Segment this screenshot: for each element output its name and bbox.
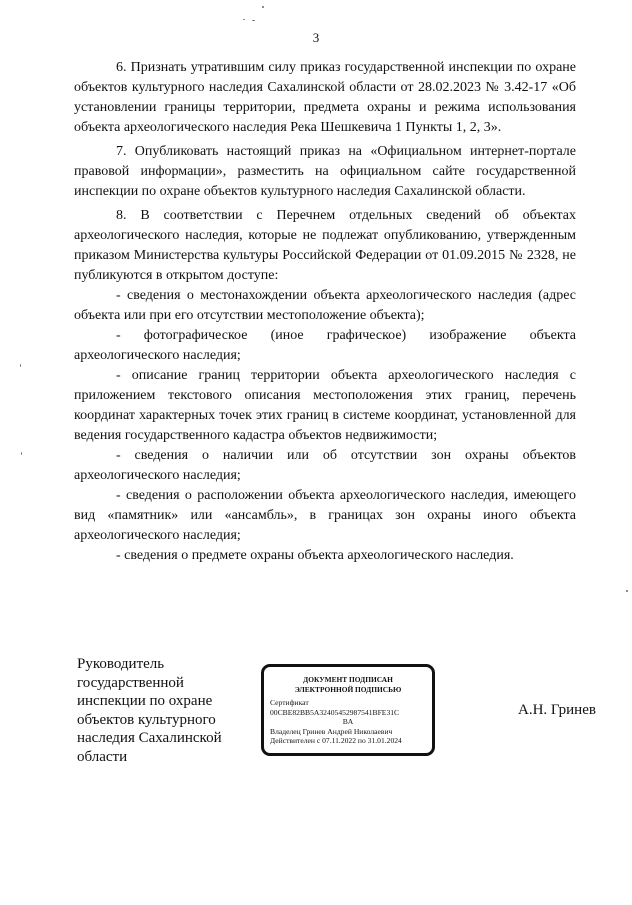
list-item: - сведения о наличии или об отсутствии зон охраны объектов археологического наследия; — [74, 448, 576, 483]
stamp-certificate-cont: BA — [342, 717, 354, 726]
document-body — [74, 58, 576, 566]
signatory-name: А.Н. Гринев — [518, 702, 596, 718]
position-line: объектов культурного — [77, 711, 216, 728]
position-line: Руководитель — [77, 656, 165, 672]
paragraph-item-6: 6. Признать утратившим силу приказ государственной инспекции по охране объектов культурного наследия Сахалинской области от 28.02.2023 № 3.42-17 «Об установлении границы территории, предмета охраны и режима использования объекта археологического наследия Река Шешкевича 1 Пункты 1, 2, 3». — [74, 60, 576, 135]
stamp-validity: Действителен с 07.11.2022 по 31.01.2024 — [270, 736, 402, 745]
list-item: - сведения о местонахождении объекта археологического наследия (адрес объекта или при его отсутствии местоположение объекта); — [74, 288, 576, 323]
position-line: области — [77, 748, 128, 765]
scan-speck — [262, 6, 264, 8]
page-number: 3 — [312, 30, 320, 45]
list-item: - сведения о расположении объекта археологического наследия, имеющего вид «памятник» или «ансамбль», в границах зон охраны иного объекта археологического наследия; — [74, 488, 576, 543]
list-item: - фотографическое (иное графическое) изображение объекта археологического наследия; — [74, 328, 576, 363]
scan-speck — [243, 19, 245, 20]
stamp-subtitle: ЭЛЕКТРОННОЙ ПОДПИСЬЮ — [294, 684, 402, 694]
scan-speck — [626, 590, 628, 592]
scan-speck — [20, 364, 21, 367]
list-item: - описание границ территории объекта археологического наследия с приложением текстового описания местоположения этих границ, перечень координат характерных точек этих границ в системе координат, установленной для ведения государственного кадастра объектов недвижимости; — [74, 368, 576, 443]
position-line: инспекции по охране — [77, 693, 213, 709]
signatory-position — [77, 655, 237, 766]
stamp-owner: Владелец Гринев Андрей Николаевич — [270, 726, 393, 736]
electronic-signature-stamp — [261, 664, 435, 756]
paragraph-item-8: 8. В соответствии с Перечнем отдельных сведений об объектах археологического наследия, которые не подлежат опубликованию, утвержденным приказом Министерства культуры Российской Федерации от 01.09.2015 № 2328, не публикуются в открытом доступе: — [74, 208, 576, 283]
stamp-certificate: Сертификат 00CBE82BB5A32405452987541BFE31C — [270, 698, 400, 717]
scan-speck — [21, 452, 22, 455]
scan-speck — [252, 20, 255, 21]
list-item: - сведения о предмете охраны объекта археологического наследия. — [116, 548, 514, 563]
stamp-title: ДОКУМЕНТ ПОДПИСАН — [303, 675, 393, 684]
position-line: государственной — [77, 674, 184, 691]
position-line: наследия Сахалинской — [77, 730, 222, 746]
paragraph-item-7: 7. Опубликовать настоящий приказ на «Официальном интернет-портале правовой информации», разместить на официальном сайте государственной инспекции по охране объектов культурного наследия Сахалинской области. — [74, 144, 576, 199]
